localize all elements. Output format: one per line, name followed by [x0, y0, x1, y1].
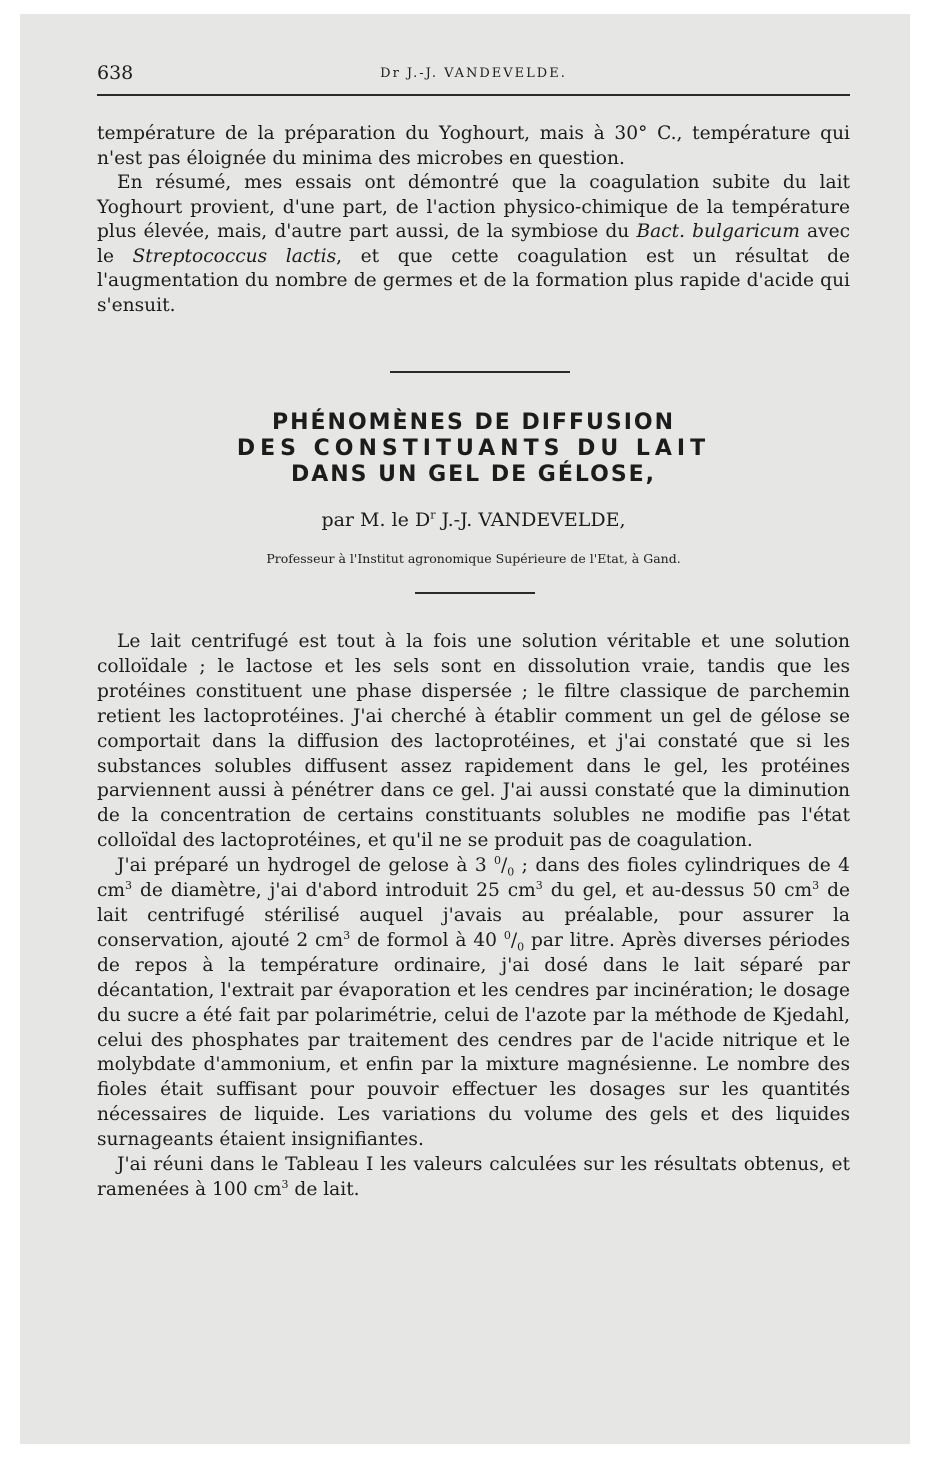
- byline: par M. le $D^r$ J.-J. VANDEVELDE,: [321, 508, 626, 531]
- running-head-author: Dr J.-J. VANDEVELDE.: [380, 66, 567, 81]
- species-name: Streptococcus lactis: [132, 245, 337, 267]
- paragraph: En résumé, mes essais ont démontré que la coagulation subite du lait Yoghourt provient, d'une part, de l'action physico-chimique de la température plus élevée, mais, d'autre part aussi, de la symbiose du Bact. bulgaricum avec le Streptococcus lactis, et que cette coagulation est un résultat de l'augmentation du nombre de germes et de la formation plus rapide d'acide qui s'ensuit.: [97, 172, 851, 316]
- paragraph: température de la préparation du Yoghourt, mais à 30° C., température qui n'est pas éloignée du minima des microbes en question.: [97, 123, 850, 169]
- author-affiliation: Professeur à l'Institut agronomique Supérieure de l'Etat, à Gand.: [266, 551, 681, 566]
- paragraph: J'ai préparé un hydrogel de gelose à 3 $^0/_0$ ; dans des fioles cylindriques de 4 $cm^3$ de diamètre, j'ai d'abord introduit 25 $cm^3$ du gel, et au-dessus 50 $cm^3$ de lait centrifugé stérilisé auquel j'avais au préalable, pour assurer la conservation, ajouté 2 $cm^3$ de formol à 40 $^0/_0$ par litre. Après diverses périodes de repos à la température ordinaire, j'ai dosé dans le lait séparé par décantation, l'extrait par évaporation et les cendres par incinération; le dosage du sucre a été fait par polarimétrie, celui de l'azote par la méthode de Kjedahl, celui des phosphates par traitement des cendres par de l'acide nitrique et le molybdate d'ammonium, et enfin par la mixture magnésienne. Le nombre des fioles était suffisant pour pouvoir effectuer les dosages sur les quantités nécessaires de liquide. Les variations du volume des gels et des liquides surnageants étaient insignifiantes.: [97, 853, 850, 1151]
- running-head: [97, 62, 850, 90]
- paragraph: J'ai réuni dans le Tableau I les valeurs calculées sur les résultats obtenus, et ramenées à 100 $cm^3$ de lait.: [97, 1154, 850, 1200]
- article-title: [97, 410, 850, 488]
- previous-article-conclusion: [97, 122, 850, 318]
- article-body: [97, 630, 850, 1203]
- page-number: 638: [97, 62, 134, 84]
- header-rule: [97, 94, 850, 96]
- section-divider: [390, 371, 570, 373]
- title-divider: [415, 592, 535, 594]
- paragraph: Le lait centrifugé est tout à la fois une solution véritable et une solution colloïdale ; le lactose et les sels sont en dissolution vraie, tandis que les protéines constituent une phase dispersée ; le filtre classique de parchemin retient les lactoprotéines. J'ai cherché à établir comment un gel de gélose se comportait dans la diffusion des lactoprotéines, et j'ai constaté que si les substances solubles diffusent assez rapidement dans le gel, les protéines parviennent aussi à pénétrer dans ce gel. J'ai aussi constaté que la diminution de la concentration de certains constituants solubles ne modifie pas l'état colloïdal des lactoprotéines, et qu'il ne se produit pas de coagulation.: [97, 631, 850, 852]
- title-line: DES CONSTITUANTS DU LAIT: [236, 436, 711, 461]
- title-line: DANS UN GEL DE GÉLOSE,: [290, 462, 657, 487]
- title-line: PHÉNOMÈNES DE DIFFUSION: [271, 410, 675, 435]
- species-name: Bact. bulgaricum: [636, 221, 800, 242]
